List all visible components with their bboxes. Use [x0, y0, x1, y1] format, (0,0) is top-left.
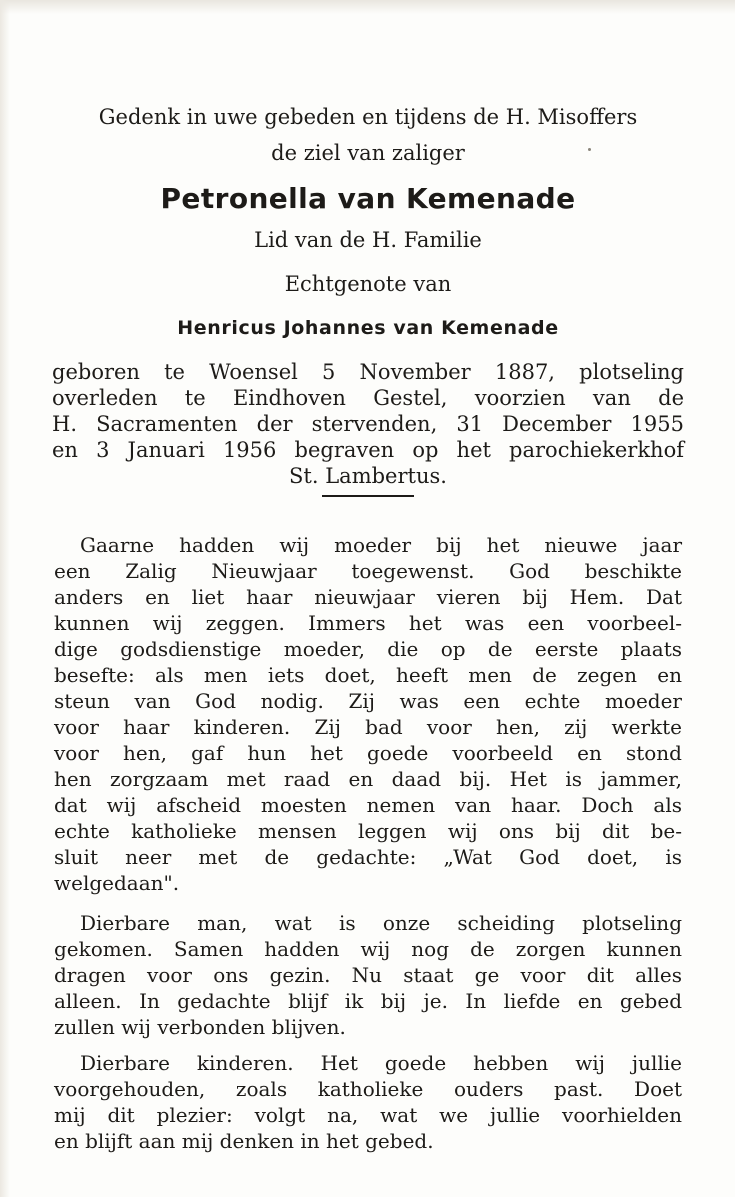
paragraph-2-line: alleen. In gedachte blijf ik bij je. In liefde en gebed [54, 989, 682, 1013]
deceased-name: Petronella van Kemenade [160, 182, 576, 215]
paper-edge-left [0, 0, 10, 1197]
paragraph-1-line: Gaarne hadden wij moeder bij het nieuwe jaar [80, 533, 682, 557]
paragraph-1-line: echte katholieke mensen leggen wij ons bij dit be- [54, 819, 682, 843]
paragraph-2-line: gekomen. Samen hadden wij nog de zorgen kunnen [54, 937, 682, 961]
paragraph-3-line: voorgehouden, zoals katholieke ouders past. Doet [54, 1077, 682, 1101]
life-details-line: St. Lambertus. [289, 464, 447, 488]
membership-line: Lid van de H. Familie [254, 228, 482, 252]
paragraph-3-line: mij dit plezier: volgt na, wat we jullie voorhielden [54, 1103, 682, 1127]
paragraph-1-line: anders en liet haar nieuwjaar vieren bij Hem. Dat [54, 585, 682, 609]
paragraph-1-line: voor haar kinderen. Zij bad voor hen, zij werkte [54, 715, 682, 739]
life-details-line: en 3 Januari 1956 begraven op het parochiekerkhof [52, 438, 684, 462]
paragraph-1-line: hen zorgzaam met raad en daad bij. Het is jammer, [54, 767, 682, 791]
paragraph-1-line: dige godsdienstige moeder, die op de eerste plaats [54, 637, 682, 661]
paragraph-1-line: voor hen, gaf hun het goede voorbeeld en stond [54, 741, 682, 765]
intro-line-2: de ziel van zaliger [271, 141, 465, 165]
life-details-line: overleden te Eindhoven Gestel, voorzien van de [52, 386, 684, 410]
spouse-intro: Echtgenote van [284, 272, 452, 296]
paragraph-1-line: besefte: als men iets doet, heeft men de zegen en [54, 663, 682, 687]
intro-line-1: Gedenk in uwe gebeden en tijdens de H. Misoffers [98, 105, 638, 129]
divider-rule [322, 495, 414, 497]
spouse-name: Henricus Johannes van Kemenade [177, 317, 559, 339]
paragraph-3-line: Dierbare kinderen. Het goede hebben wij jullie [80, 1051, 682, 1075]
paragraph-2-line: dragen voor ons gezin. Nu staat ge voor dit alles [54, 963, 682, 987]
paragraph-1-line: welgedaan". [54, 871, 180, 895]
paragraph-2-line: Dierbare man, wat is onze scheiding plotseling [80, 911, 682, 935]
paragraph-1-line: steun van God nodig. Zij was een echte moeder [54, 689, 682, 713]
paragraph-3-line: en blijft aan mij denken in het gebed. [54, 1129, 434, 1153]
paragraph-1-line: sluit neer met de gedachte: „Wat God doet, is [54, 845, 682, 869]
life-details-line: H. Sacramenten der stervenden, 31 December 1955 [52, 412, 684, 436]
paragraph-1-line: een Zalig Nieuwjaar toegewenst. God beschikte [54, 559, 682, 583]
paragraph-1-line: kunnen wij zeggen. Immers het was een voorbeel- [54, 611, 682, 635]
paper-edge-top [0, 0, 735, 14]
paragraph-1-line: dat wij afscheid moesten nemen van haar. Doch als [54, 793, 682, 817]
life-details-line: geboren te Woensel 5 November 1887, plotseling [52, 360, 684, 384]
paragraph-2-line: zullen wij verbonden blijven. [54, 1015, 346, 1039]
